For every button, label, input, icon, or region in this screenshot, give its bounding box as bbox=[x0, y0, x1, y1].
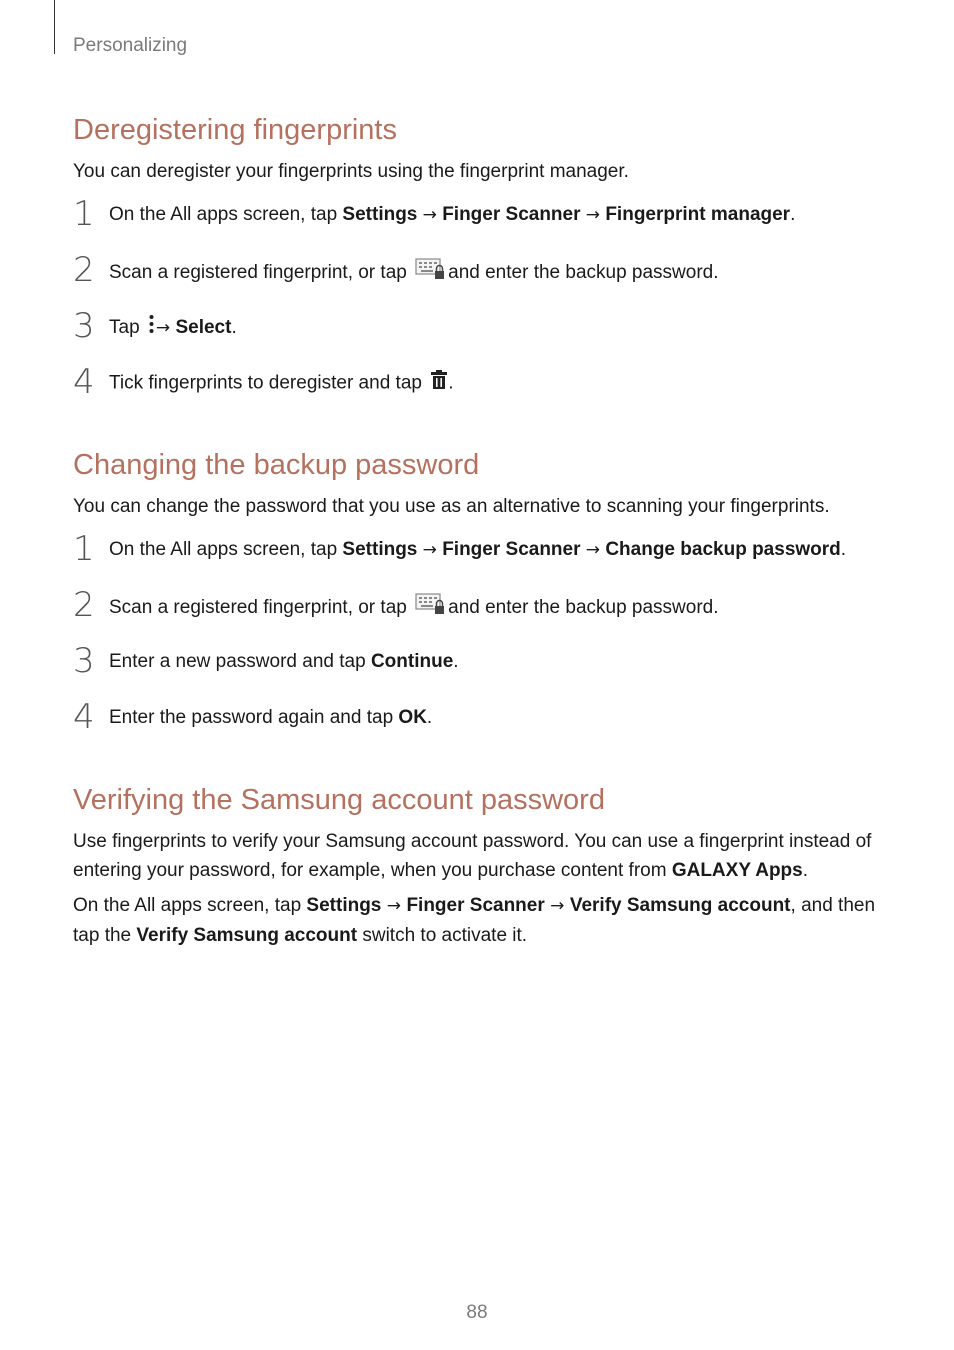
step-number: 1 bbox=[73, 529, 95, 569]
text-run: and enter the backup password. bbox=[448, 262, 719, 284]
text-run: . bbox=[802, 860, 809, 881]
text-run: Scan a registered fingerprint, or tap bbox=[109, 262, 407, 284]
text-run: Use fingerprints to verify your Samsung account password. You can use a fingerprint instead of entering your password, for example, when you purchase content from bbox=[73, 831, 872, 881]
text-run: On the All apps screen, tap bbox=[109, 539, 343, 560]
text-run: , and then tap the bbox=[73, 895, 876, 946]
step-text bbox=[109, 705, 432, 731]
keyboard-lock-icon bbox=[415, 258, 445, 288]
step-number: 2 bbox=[73, 585, 95, 625]
step-number: 4 bbox=[73, 362, 95, 402]
menu-ok: OK bbox=[398, 707, 427, 728]
paragraph bbox=[73, 891, 893, 950]
menu-change-backup-password: Change backup password bbox=[605, 539, 841, 560]
step-1 bbox=[73, 194, 893, 250]
keyboard-lock-icon bbox=[415, 593, 445, 623]
step-text bbox=[109, 649, 459, 675]
text-run: and enter the backup password. bbox=[448, 597, 719, 619]
step-text bbox=[109, 370, 454, 397]
menu-finger-scanner: Finger Scanner bbox=[442, 204, 581, 225]
text-run: . bbox=[840, 539, 847, 560]
menu-settings: Settings bbox=[342, 539, 418, 560]
step-list bbox=[73, 529, 893, 753]
menu-verify-samsung-account: Verify Samsung account bbox=[569, 895, 791, 916]
text-run: switch to activate it. bbox=[357, 925, 528, 946]
menu-fingerprint-manager: Fingerprint manager bbox=[605, 204, 791, 225]
running-head: Personalizing bbox=[73, 35, 188, 56]
text-run: . bbox=[790, 204, 796, 225]
text-run: Tick fingerprints to deregister and tap bbox=[109, 372, 422, 394]
arrow-glyph: → bbox=[585, 205, 601, 225]
step-text bbox=[109, 258, 719, 288]
margin-rule bbox=[54, 0, 55, 54]
menu-settings: Settings bbox=[342, 204, 418, 225]
paragraph bbox=[73, 827, 893, 885]
text-run: Tap bbox=[109, 317, 140, 339]
arrow-glyph: → bbox=[422, 540, 437, 560]
arrow-glyph: → bbox=[381, 896, 407, 916]
more-options-icon bbox=[149, 314, 154, 342]
menu-finger-scanner: Finger Scanner bbox=[442, 539, 581, 560]
section-deregistering-fingerprints bbox=[73, 113, 893, 418]
text-run: . bbox=[426, 707, 433, 728]
text-run: . bbox=[453, 651, 459, 672]
step-1 bbox=[73, 529, 893, 585]
text-run: On the All apps screen, tap bbox=[73, 895, 307, 916]
text-run: . bbox=[231, 317, 237, 339]
step-4 bbox=[73, 362, 893, 418]
step-text bbox=[109, 593, 719, 623]
arrow-glyph: → bbox=[422, 205, 437, 225]
step-3 bbox=[73, 641, 893, 697]
section-changing-backup-password bbox=[73, 448, 893, 753]
step-2 bbox=[73, 585, 893, 641]
arrow-glyph: → bbox=[544, 896, 570, 916]
step-number: 4 bbox=[73, 697, 95, 737]
section-intro: You can change the password that you use as an alternative to scanning your fingerprints. bbox=[73, 496, 830, 517]
arrow-glyph: → bbox=[155, 318, 171, 339]
step-3 bbox=[73, 306, 893, 362]
menu-select: Select bbox=[175, 317, 232, 339]
step-4 bbox=[73, 697, 893, 753]
trash-icon bbox=[431, 370, 447, 397]
menu-continue: Continue bbox=[370, 651, 454, 672]
step-2 bbox=[73, 250, 893, 306]
section-title: Deregistering fingerprints bbox=[73, 114, 397, 146]
arrow-glyph: → bbox=[585, 540, 601, 560]
step-list bbox=[73, 194, 893, 418]
text-run: Enter the password again and tap bbox=[109, 707, 399, 728]
step-number: 3 bbox=[73, 306, 95, 346]
step-number: 1 bbox=[73, 194, 95, 234]
step-text bbox=[109, 314, 237, 342]
section-title: Verifying the Samsung account password bbox=[73, 784, 605, 816]
page-number: 88 bbox=[466, 1302, 488, 1323]
menu-settings: Settings bbox=[306, 895, 382, 916]
menu-finger-scanner: Finger Scanner bbox=[406, 895, 545, 916]
text-run: . bbox=[448, 372, 454, 394]
step-number: 3 bbox=[73, 641, 95, 681]
text-run: On the All apps screen, tap bbox=[109, 204, 343, 225]
step-number: 2 bbox=[73, 250, 95, 290]
section-title: Changing the backup password bbox=[73, 449, 480, 481]
text-run: Scan a registered fingerprint, or tap bbox=[109, 597, 407, 619]
text-run: Enter a new password and tap bbox=[109, 651, 371, 672]
app-galaxy-apps: GALAXY Apps bbox=[671, 860, 803, 881]
section-intro: You can deregister your fingerprints using the fingerprint manager. bbox=[73, 161, 629, 182]
step-text bbox=[109, 202, 795, 228]
switch-verify-samsung-account: Verify Samsung account bbox=[136, 925, 358, 946]
step-text bbox=[109, 537, 846, 563]
section-verifying-samsung-account bbox=[73, 783, 893, 950]
